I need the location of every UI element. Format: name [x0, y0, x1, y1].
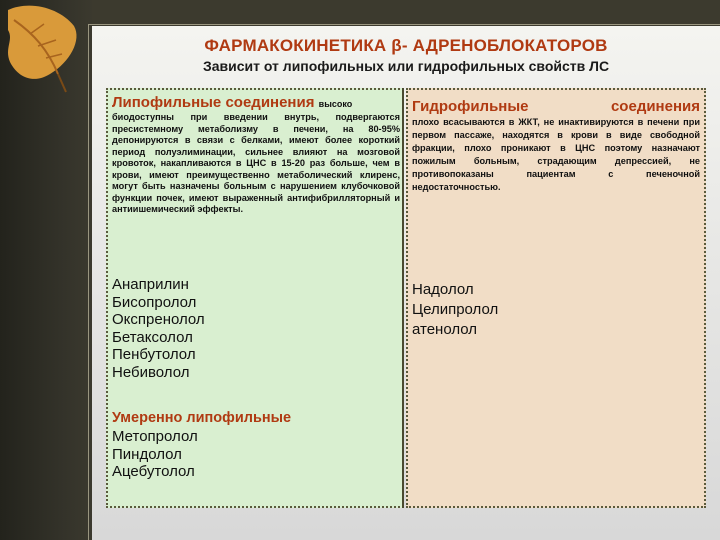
- lipophilic-panel: [106, 88, 404, 508]
- drug-item: Небиволол: [112, 363, 190, 381]
- hydrophilic-heading-word2: соединения: [610, 98, 700, 115]
- slide: [92, 26, 720, 540]
- slide-subtitle: Зависит от липофильных или гидрофильных свойств ЛС: [202, 58, 610, 74]
- drug-item: атенолол: [412, 321, 478, 338]
- lipophilic-heading: [112, 94, 400, 111]
- hydrophilic-heading: [412, 98, 700, 115]
- frame-left-line: [88, 24, 89, 540]
- frame-top-line: [88, 24, 720, 25]
- drug-item: Целипролол: [412, 301, 499, 318]
- drug-item: Пенбутолол: [112, 346, 196, 363]
- hydrophilic-panel: [406, 88, 706, 508]
- moderate-lipophilic-heading: Умеренно липофильные: [112, 410, 292, 426]
- panel-separator: [402, 88, 404, 508]
- lipophilic-heading-tail: высоко: [318, 99, 353, 109]
- drug-item: Надолол: [412, 281, 474, 298]
- slide-title: ФАРМАКОКИНЕТИКА β- АДРЕНОБЛОКАТОРОВ: [204, 36, 608, 55]
- autumn-leaf-icon: [0, 0, 92, 96]
- drug-item: Метопролол: [112, 428, 198, 445]
- lipophilic-description: биодоступны при введении внутрь, подвергаются пресистемному метаболизму в печени, на 80-95% депонируются в связи с белками, имеют более короткий период полуэлиминации, сильнее влияют на мозговой кровоток, накапливаются в ЦНС в 15-20 раз больше, чем в крови, имеют преимущественно метаболический клиренс, могут быть назначены больным с нарушением клубочковой функции почек, имеют выраженный антифибрилляторный и антиишемический эффекты.: [112, 112, 400, 214]
- hydrophilic-drug-list: [412, 280, 498, 340]
- drug-item: Ацебутолол: [112, 463, 195, 480]
- hydrophilic-description: плохо всасываются в ЖКТ, не инактивируются в печени при первом пассаже, находятся в крови в виде свободной фракции, плохо проникают в ЦНС поэтому назначают пожилым больным, страдающим депрессией, не противопоказаны пациентам с печеночной недостаточностью.: [412, 117, 700, 192]
- drug-item: Бетаксолол: [112, 328, 193, 346]
- drug-item: Пиндолол: [112, 445, 182, 463]
- drug-item: Бисопролол: [112, 293, 197, 311]
- drug-item: Окспренолол: [112, 311, 205, 328]
- lipophilic-heading-text: Липофильные соединения: [112, 94, 315, 111]
- drug-item: Анаприлин: [112, 276, 189, 293]
- hydrophilic-heading-word1: Гидрофильные: [412, 98, 529, 115]
- sidebar-decoration: [0, 0, 92, 540]
